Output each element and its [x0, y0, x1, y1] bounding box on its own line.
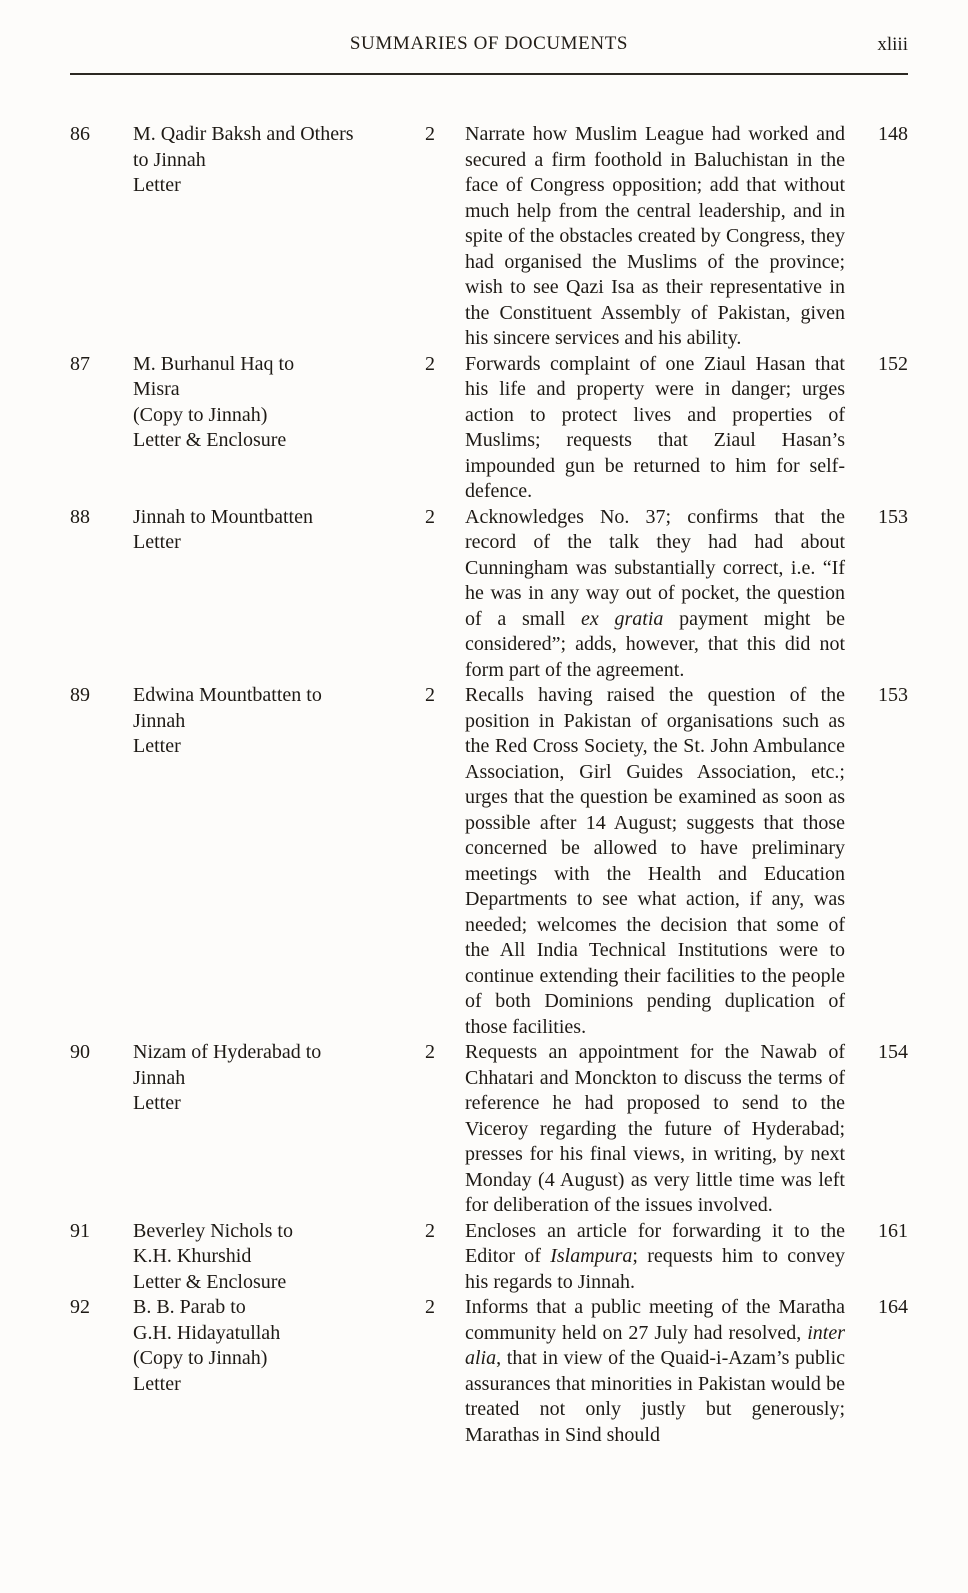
- summary-text-segment: Requests an appointment for the Nawab of Chhatari and Monckton to discuss the terms of reference he had proposed to send to the Viceroy regarding the future of Hyderabad; presses for his final views, in writing, by next Monday (4 August) as very little time was left for deliberation of the issues involved.: [465, 1041, 845, 1216]
- summary-italic-segment: Islampura: [550, 1245, 633, 1267]
- entry-correspondents: [133, 122, 425, 352]
- correspondent-line: Edwina Mountbatten to: [133, 684, 322, 706]
- entry-number: 89: [70, 684, 90, 706]
- entry-number: 91: [70, 1219, 90, 1242]
- entry-correspondents: [133, 1219, 425, 1296]
- correspondent-line: M. Qadir Baksh and Others: [133, 123, 354, 145]
- correspondent-line: Jinnah: [133, 1066, 186, 1089]
- correspondent-line: Jinnah: [133, 709, 186, 732]
- correspondent-line: Misra: [133, 378, 180, 400]
- correspondent-line: K.H. Khurshid: [133, 1245, 252, 1267]
- entry-summary: [465, 1219, 845, 1296]
- correspondent-line: Letter: [133, 174, 181, 196]
- entry-number: 90: [70, 1041, 90, 1063]
- entry-summary: [465, 1040, 845, 1219]
- running-title: SUMMARIES OF DOCUMENTS: [349, 33, 629, 54]
- entry-summary: [465, 683, 845, 1040]
- entry-page-count: 2: [425, 1219, 435, 1242]
- summary-text-segment: payment might be considered”; adds, however, that this did not form part of the agreement.: [465, 607, 845, 681]
- correspondent-line: G.H. Hidayatullah: [133, 1321, 281, 1344]
- summary-entry: [70, 122, 908, 352]
- entry-number: 92: [70, 1296, 90, 1318]
- entry-page-ref: 164: [878, 1296, 908, 1318]
- entry-correspondents: [133, 1295, 425, 1448]
- summary-text-segment: Forwards complaint of one Ziaul Hasan that his life and property were in danger; urges action to protect lives and properties of Muslims; requests that Ziaul Hasan’s impounded gun be returned to him for self-defence.: [465, 352, 845, 502]
- correspondent-line: Jinnah to Mountbatten: [133, 505, 313, 528]
- entry-correspondents: [133, 505, 425, 684]
- entry-page-ref: 154: [878, 1041, 908, 1063]
- correspondent-line: M. Burhanul Haq to: [133, 352, 295, 375]
- correspondent-line: to Jinnah: [133, 148, 206, 171]
- entry-summary: [465, 505, 845, 684]
- entry-summary: [465, 352, 845, 505]
- entry-page-count: 2: [425, 505, 435, 528]
- correspondent-line: B. B. Parab to: [133, 1296, 246, 1318]
- entry-page-count: 2: [425, 352, 435, 375]
- entry-correspondents: [133, 683, 425, 1040]
- correspondent-line: Letter & Enclosure: [133, 1270, 287, 1293]
- folio-page-number: xliii: [877, 34, 908, 55]
- summary-entry: [70, 1295, 908, 1448]
- summary-text-segment: Acknowledges No. 37; confirms that the record of the talk they had had about Cunningham was substantially correct, i.e. “If he was in any way out of pocket, the question of a small: [465, 505, 845, 630]
- entry-page-count: 2: [425, 1041, 435, 1063]
- summary-italic-segment: ex gratia: [581, 607, 664, 630]
- summary-text-segment: ; requests him to convey his regards to Jinnah.: [465, 1245, 845, 1293]
- correspondent-line: (Copy to Jinnah): [133, 403, 268, 426]
- correspondent-line: (Copy to Jinnah): [133, 1347, 268, 1369]
- header-rule: [70, 73, 908, 75]
- summary-italic-segment: inter alia: [465, 1321, 845, 1369]
- entry-page-ref: 148: [878, 123, 908, 145]
- summary-text-segment: Informs that a public meeting of the Maratha community held on 27 July had resolved,: [465, 1296, 845, 1344]
- correspondent-line: Letter & Enclosure: [133, 429, 287, 451]
- entry-page-ref: 161: [878, 1219, 908, 1242]
- summary-entry: [70, 505, 908, 684]
- entry-correspondents: [133, 1040, 425, 1219]
- entry-page-count: 2: [425, 684, 435, 706]
- correspondent-line: Beverley Nichols to: [133, 1219, 293, 1242]
- summary-text-segment: Encloses an article for forwarding it to the Editor of: [465, 1219, 845, 1267]
- summary-entry: [70, 352, 908, 505]
- summary-entry: [70, 1219, 908, 1296]
- entry-number: 88: [70, 505, 90, 528]
- entry-number: 86: [70, 123, 90, 145]
- entry-page-ref: 153: [878, 505, 908, 528]
- entry-summary: [465, 1295, 845, 1448]
- page-header: [70, 33, 908, 60]
- entry-summary: [465, 122, 845, 352]
- summary-text-segment: Narrate how Muslim League had worked and secured a firm foothold in Baluchistan in the face of Congress opposition; add that without much help from the central leadership, and in spite of the obstacles created by Congress, they had organised the Muslims of the province; wish to see Qazi Isa as their representative in the Constituent Assembly of Pakistan, given his sincere services and his ability.: [465, 123, 845, 349]
- correspondent-line: Letter: [133, 1092, 181, 1114]
- correspondent-line: Letter: [133, 1372, 181, 1395]
- entry-correspondents: [133, 352, 425, 505]
- correspondent-line: Letter: [133, 531, 181, 553]
- entries-list: [70, 122, 908, 1448]
- entry-page-count: 2: [425, 1296, 435, 1318]
- entry-page-ref: 152: [878, 352, 908, 375]
- summary-text-segment: , that in view of the Quaid-i-Azam’s public assurances that minorities in Pakistan would be treated not only justly but generously; Marathas in Sind should: [465, 1347, 845, 1446]
- entry-page-ref: 153: [878, 684, 908, 706]
- correspondent-line: Letter: [133, 735, 181, 757]
- entry-number: 87: [70, 352, 90, 375]
- summary-text-segment: Recalls having raised the question of the position in Pakistan of organisations such as the Red Cross Society, the St. John Ambulance Association, Girl Guides Association, etc.; urges that the question be examined as soon as possible after 14 August; suggests that those concerned be allowed to have preliminary meetings with the Health and Education Departments to see what action, if any, was needed; welcomes the decision that some of the All India Technical Institutions were to continue extending their facilities to the people of both Dominions pending duplication of those facilities.: [465, 684, 845, 1038]
- summary-entry: [70, 683, 908, 1040]
- correspondent-line: Nizam of Hyderabad to: [133, 1041, 322, 1063]
- summary-entry: [70, 1040, 908, 1219]
- entry-page-count: 2: [425, 123, 435, 145]
